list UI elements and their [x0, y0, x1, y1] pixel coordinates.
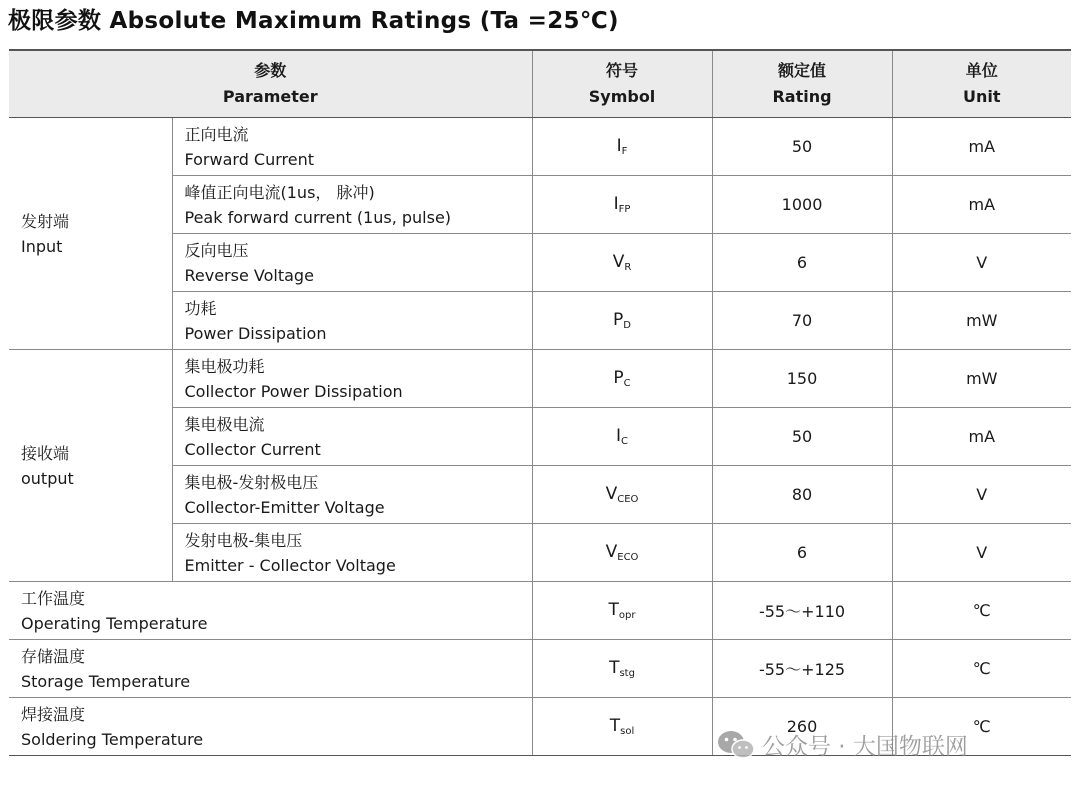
symbol-main: T — [609, 658, 620, 678]
header-symbol — [532, 50, 712, 118]
symbol-main: I — [613, 194, 619, 214]
param-cn: 集电极电流 — [184, 414, 265, 434]
symbol-main: I — [616, 426, 622, 446]
symbol-subscript: C — [623, 378, 631, 389]
symbol-subscript: sol — [620, 726, 635, 737]
header-rating — [712, 50, 892, 118]
rating-cell: 6 — [712, 524, 892, 582]
param-en: Soldering Temperature — [21, 729, 204, 749]
table-row — [9, 698, 1071, 756]
rating-cell: 260 — [712, 698, 892, 756]
param-cn: 集电极-发射极电压 — [184, 472, 319, 492]
param-en: Collector Current — [184, 439, 321, 459]
symbol-main: P — [613, 310, 624, 330]
param-cn: 功耗 — [184, 298, 217, 318]
unit-cell: mW — [892, 350, 1071, 408]
param-cell — [172, 292, 532, 350]
header-parameter-en: Parameter — [222, 87, 318, 106]
param-cn: 焊接温度 — [21, 704, 86, 724]
group-output — [9, 350, 172, 582]
page-title: 极限参数 Absolute Maximum Ratings (Ta =25℃) — [8, 8, 619, 34]
param-cell — [172, 408, 532, 466]
unit-cell: mA — [892, 118, 1071, 176]
param-en: Emitter - Collector Voltage — [184, 555, 396, 575]
symbol-main: V — [605, 484, 618, 504]
symbol-subscript: F — [621, 146, 628, 157]
unit-cell: ℃ — [892, 640, 1071, 698]
param-en: Power Dissipation — [184, 323, 327, 343]
symbol-main: I — [616, 136, 622, 156]
param-cn: 存储温度 — [21, 646, 86, 666]
rating-cell: 50 — [712, 118, 892, 176]
symbol-cell — [532, 524, 712, 582]
symbol-cell — [532, 234, 712, 292]
symbol-subscript: ECO — [617, 552, 639, 563]
param-en: Reverse Voltage — [184, 265, 314, 285]
header-unit-en: Unit — [963, 87, 1001, 106]
symbol-subscript: D — [623, 320, 631, 331]
rating-cell: -55～+110 — [712, 582, 892, 640]
symbol-main: T — [609, 716, 621, 736]
symbol-cell — [532, 350, 712, 408]
unit-cell: V — [892, 234, 1071, 292]
header-unit-cn: 单位 — [965, 61, 998, 80]
header-rating-cn: 额定值 — [778, 61, 827, 80]
group-label-en: Input — [21, 236, 63, 256]
unit-cell: V — [892, 466, 1071, 524]
unit-cell: ℃ — [892, 582, 1071, 640]
rating-cell: 50 — [712, 408, 892, 466]
param-cell — [172, 350, 532, 408]
symbol-subscript: stg — [619, 668, 635, 679]
table-row — [9, 118, 1071, 176]
param-cell — [9, 698, 532, 756]
param-cell — [172, 118, 532, 176]
rating-cell: -55～+125 — [712, 640, 892, 698]
symbol-subscript: CEO — [617, 494, 639, 505]
param-cell — [172, 524, 532, 582]
param-cn: 反向电压 — [184, 240, 249, 260]
symbol-main: P — [613, 368, 624, 388]
rating-cell: 150 — [712, 350, 892, 408]
unit-cell: mW — [892, 292, 1071, 350]
rating-cell: 80 — [712, 466, 892, 524]
param-cell — [172, 466, 532, 524]
table-row — [9, 350, 1071, 408]
header-rating-en: Rating — [772, 87, 832, 106]
absolute-maximum-ratings-table — [9, 49, 1071, 756]
param-en: Operating Temperature — [21, 613, 208, 633]
table-header-row — [9, 50, 1071, 118]
table-row — [9, 640, 1071, 698]
rating-cell: 1000 — [712, 176, 892, 234]
group-label-en: output — [21, 468, 74, 488]
symbol-main: T — [608, 600, 619, 620]
rating-cell: 70 — [712, 292, 892, 350]
symbol-cell — [532, 640, 712, 698]
header-parameter-cn: 参数 — [254, 61, 287, 80]
unit-cell: ℃ — [892, 698, 1071, 756]
unit-cell: mA — [892, 408, 1071, 466]
param-cell — [172, 234, 532, 292]
symbol-cell — [532, 292, 712, 350]
table-row — [9, 582, 1071, 640]
param-en: Storage Temperature — [21, 671, 191, 691]
group-label-cn: 接收端 — [21, 443, 70, 463]
param-cn: 正向电流 — [184, 124, 249, 144]
param-cell — [9, 640, 532, 698]
header-parameter — [9, 50, 532, 118]
symbol-cell — [532, 176, 712, 234]
symbol-cell — [532, 466, 712, 524]
symbol-cell — [532, 118, 712, 176]
symbol-subscript: opr — [618, 610, 636, 621]
symbol-main: V — [612, 252, 625, 272]
header-symbol-cn: 符号 — [606, 61, 639, 80]
symbol-subscript: C — [621, 436, 629, 447]
unit-cell: mA — [892, 176, 1071, 234]
symbol-subscript: FP — [618, 204, 631, 215]
param-en: Collector-Emitter Voltage — [184, 497, 385, 517]
unit-cell: V — [892, 524, 1071, 582]
param-en: Collector Power Dissipation — [184, 381, 403, 401]
group-input — [9, 118, 172, 350]
param-cn: 集电极功耗 — [184, 356, 265, 376]
symbol-cell — [532, 408, 712, 466]
header-symbol-en: Symbol — [588, 87, 656, 106]
group-label-cn: 发射端 — [21, 211, 70, 231]
symbol-cell — [532, 698, 712, 756]
symbol-subscript: R — [624, 262, 632, 273]
symbol-cell — [532, 582, 712, 640]
param-cell — [9, 582, 532, 640]
param-cn: 峰值正向电流(1us， 脉冲) — [184, 182, 375, 202]
param-cn: 发射电极-集电压 — [184, 530, 303, 550]
param-en: Peak forward current (1us, pulse) — [184, 207, 452, 227]
param-en: Forward Current — [184, 149, 315, 169]
symbol-main: V — [605, 542, 618, 562]
param-cell — [172, 176, 532, 234]
header-unit — [892, 50, 1071, 118]
param-cn: 工作温度 — [21, 588, 86, 608]
watermark-text: 公众号 · 大国物联网 — [762, 734, 968, 760]
rating-cell: 6 — [712, 234, 892, 292]
